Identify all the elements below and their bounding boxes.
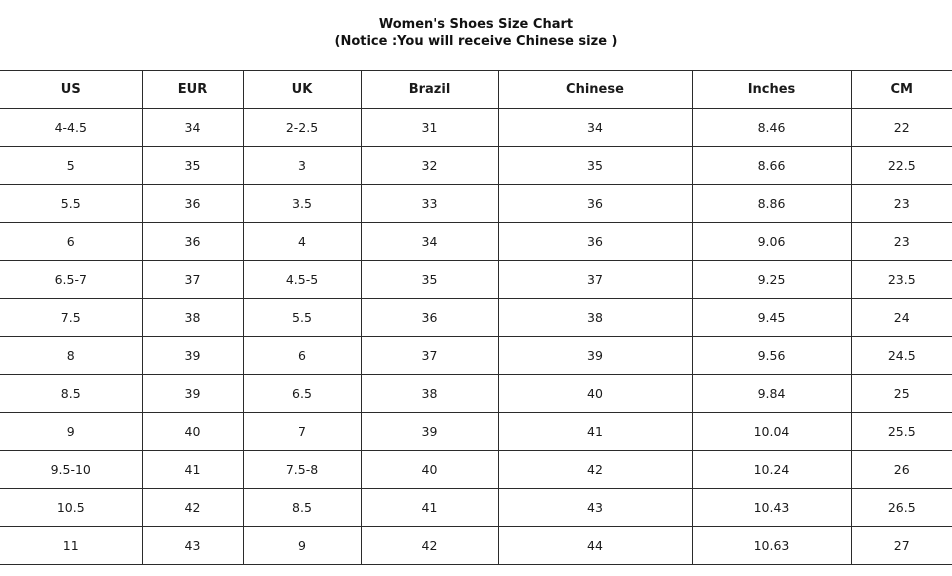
cell-us: 11 (0, 527, 142, 565)
cell-cm: 23 (851, 185, 952, 223)
column-header-us: US (0, 71, 142, 109)
cell-chinese: 37 (498, 261, 692, 299)
column-header-cm: CM (851, 71, 952, 109)
cell-cm: 22.5 (851, 147, 952, 185)
column-header-chinese: Chinese (498, 71, 692, 109)
cell-us: 9.5-10 (0, 451, 142, 489)
header-row (0, 71, 952, 109)
cell-cm: 27 (851, 527, 952, 565)
cell-brazil: 42 (361, 527, 498, 565)
cell-eur: 35 (142, 147, 243, 185)
cell-uk: 8.5 (243, 489, 361, 527)
cell-chinese: 43 (498, 489, 692, 527)
cell-cm: 22 (851, 109, 952, 147)
cell-cm: 23.5 (851, 261, 952, 299)
cell-inches: 10.04 (692, 413, 851, 451)
notice-subtitle: (Notice :You will receive Chinese size ) (334, 34, 618, 49)
cell-us: 4-4.5 (0, 109, 142, 147)
cell-uk: 6.5 (243, 375, 361, 413)
cell-cm: 26.5 (851, 489, 952, 527)
cell-us: 8 (0, 337, 142, 375)
cell-us: 6 (0, 223, 142, 261)
cell-brazil: 41 (361, 489, 498, 527)
table-row (0, 109, 952, 147)
cell-uk: 7.5-8 (243, 451, 361, 489)
cell-inches: 9.06 (692, 223, 851, 261)
table-row (0, 223, 952, 261)
cell-us: 7.5 (0, 299, 142, 337)
cell-uk: 2-2.5 (243, 109, 361, 147)
cell-eur: 42 (142, 489, 243, 527)
cell-inches: 8.86 (692, 185, 851, 223)
cell-us: 6.5-7 (0, 261, 142, 299)
cell-uk: 5.5 (243, 299, 361, 337)
cell-uk: 7 (243, 413, 361, 451)
size-chart-table (0, 70, 952, 565)
table-row (0, 261, 952, 299)
cell-eur: 37 (142, 261, 243, 299)
table-row (0, 451, 952, 489)
table-row (0, 185, 952, 223)
cell-brazil: 39 (361, 413, 498, 451)
cell-us: 5.5 (0, 185, 142, 223)
cell-us: 5 (0, 147, 142, 185)
cell-cm: 25.5 (851, 413, 952, 451)
table-row (0, 337, 952, 375)
cell-chinese: 41 (498, 413, 692, 451)
cell-brazil: 37 (361, 337, 498, 375)
cell-eur: 43 (142, 527, 243, 565)
cell-cm: 24 (851, 299, 952, 337)
cell-brazil: 31 (361, 109, 498, 147)
cell-brazil: 32 (361, 147, 498, 185)
cell-inches: 10.24 (692, 451, 851, 489)
cell-inches: 9.56 (692, 337, 851, 375)
column-header-eur: EUR (142, 71, 243, 109)
table-row (0, 489, 952, 527)
cell-eur: 40 (142, 413, 243, 451)
cell-inches: 9.84 (692, 375, 851, 413)
table-row (0, 299, 952, 337)
cell-cm: 26 (851, 451, 952, 489)
table-row (0, 413, 952, 451)
cell-inches: 10.43 (692, 489, 851, 527)
table-row (0, 147, 952, 185)
table-row (0, 527, 952, 565)
cell-eur: 34 (142, 109, 243, 147)
cell-uk: 4.5-5 (243, 261, 361, 299)
cell-chinese: 34 (498, 109, 692, 147)
cell-eur: 36 (142, 185, 243, 223)
cell-inches: 10.63 (692, 527, 851, 565)
cell-inches: 9.25 (692, 261, 851, 299)
chart-heading (0, 16, 952, 50)
cell-uk: 3.5 (243, 185, 361, 223)
cell-eur: 39 (142, 337, 243, 375)
cell-chinese: 39 (498, 337, 692, 375)
cell-inches: 9.45 (692, 299, 851, 337)
cell-brazil: 35 (361, 261, 498, 299)
cell-brazil: 34 (361, 223, 498, 261)
cell-eur: 39 (142, 375, 243, 413)
cell-uk: 6 (243, 337, 361, 375)
column-header-brazil: Brazil (361, 71, 498, 109)
cell-cm: 24.5 (851, 337, 952, 375)
table-row (0, 375, 952, 413)
cell-chinese: 36 (498, 185, 692, 223)
cell-brazil: 33 (361, 185, 498, 223)
cell-inches: 8.66 (692, 147, 851, 185)
cell-eur: 41 (142, 451, 243, 489)
cell-cm: 25 (851, 375, 952, 413)
cell-brazil: 40 (361, 451, 498, 489)
cell-uk: 3 (243, 147, 361, 185)
cell-eur: 38 (142, 299, 243, 337)
cell-us: 9 (0, 413, 142, 451)
cell-us: 8.5 (0, 375, 142, 413)
cell-uk: 4 (243, 223, 361, 261)
cell-chinese: 35 (498, 147, 692, 185)
cell-brazil: 38 (361, 375, 498, 413)
cell-chinese: 44 (498, 527, 692, 565)
cell-uk: 9 (243, 527, 361, 565)
cell-chinese: 38 (498, 299, 692, 337)
cell-brazil: 36 (361, 299, 498, 337)
cell-chinese: 36 (498, 223, 692, 261)
column-header-inches: Inches (692, 71, 851, 109)
cell-cm: 23 (851, 223, 952, 261)
cell-chinese: 40 (498, 375, 692, 413)
page-title: Women's Shoes Size Chart (378, 17, 574, 32)
cell-us: 10.5 (0, 489, 142, 527)
column-header-uk: UK (243, 71, 361, 109)
cell-inches: 8.46 (692, 109, 851, 147)
cell-eur: 36 (142, 223, 243, 261)
cell-chinese: 42 (498, 451, 692, 489)
